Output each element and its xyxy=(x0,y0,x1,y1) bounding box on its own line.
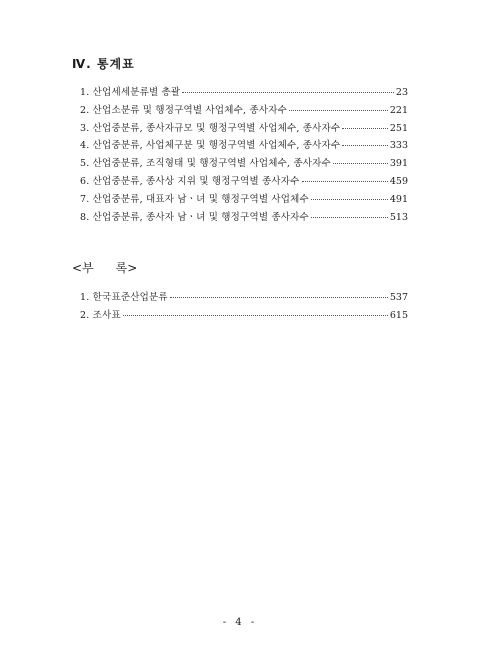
toc-entry[interactable] xyxy=(80,173,408,191)
toc-leader-dots xyxy=(333,163,388,164)
toc-entry-label: 7. 산업중분류, 대표자 남ㆍ녀 및 행정구역별 사업체수 xyxy=(80,193,309,205)
toc-entry-label: 1. 산업세세분류별 총괄 xyxy=(80,87,181,98)
toc-entry[interactable] xyxy=(80,84,408,102)
toc-entry[interactable] xyxy=(80,191,408,209)
toc-entry-page: 615 xyxy=(389,309,408,321)
toc-entry[interactable] xyxy=(80,307,408,325)
toc-entry-label: 4. 산업중분류, 사업체구분 및 행정구역별 사업체수, 종사자수 xyxy=(80,140,341,152)
toc-entry[interactable] xyxy=(80,289,408,307)
toc-entry-label: 2. 조사표 xyxy=(80,309,121,321)
toc-leader-dots xyxy=(302,181,388,182)
statistics-table-list xyxy=(80,84,408,226)
toc-leader-dots xyxy=(311,217,388,218)
toc-leader-dots xyxy=(311,199,388,200)
toc-entry-page: 221 xyxy=(389,104,408,116)
appendix-list xyxy=(80,289,408,325)
toc-entry-page: 23 xyxy=(395,87,408,98)
toc-leader-dots xyxy=(182,92,394,93)
appendix-title-left: <부 xyxy=(72,261,94,275)
toc-leader-dots xyxy=(342,128,388,129)
toc-entry-label: 8. 산업중분류, 종사자 남ㆍ녀 및 행정구역별 종사자수 xyxy=(80,211,309,223)
toc-entry[interactable] xyxy=(80,155,408,173)
toc-entry-label: 5. 산업중분류, 조직형태 및 행정구역별 사업체수, 종사자수 xyxy=(80,158,331,170)
toc-entry-label: 6. 산업중분류, 종사상 지위 및 행정구역별 종사자수 xyxy=(80,175,300,187)
toc-leader-dots xyxy=(123,315,388,316)
appendix-title-right: 록> xyxy=(115,261,138,275)
toc-leader-dots xyxy=(342,145,388,146)
toc-entry-label: 2. 산업소분류 및 행정구역별 사업체수, 종사자수 xyxy=(80,104,287,116)
page-number: - 4 - xyxy=(222,617,258,628)
toc-entry[interactable] xyxy=(80,209,408,227)
toc-entry-label: 3. 산업중분류, 종사자규모 및 행정구역별 사업체수, 종사자수 xyxy=(80,122,341,134)
toc-entry-label: 1. 한국표준산업분류 xyxy=(80,292,168,303)
toc-entry[interactable] xyxy=(80,120,408,138)
toc-entry-page: 333 xyxy=(389,140,408,152)
toc-entry[interactable] xyxy=(80,102,408,120)
toc-entry-page: 537 xyxy=(389,292,408,303)
toc-entry-page: 491 xyxy=(389,193,408,205)
toc-leader-dots xyxy=(170,297,388,298)
section-title: Ⅳ. 통계표 xyxy=(72,57,135,71)
appendix-title xyxy=(72,259,137,276)
toc-leader-dots xyxy=(289,110,388,111)
toc-entry-page: 459 xyxy=(389,175,408,187)
toc-entry[interactable] xyxy=(80,137,408,155)
toc-entry-page: 251 xyxy=(389,122,408,134)
toc-entry-page: 513 xyxy=(389,211,408,223)
toc-entry-page: 391 xyxy=(389,158,408,170)
